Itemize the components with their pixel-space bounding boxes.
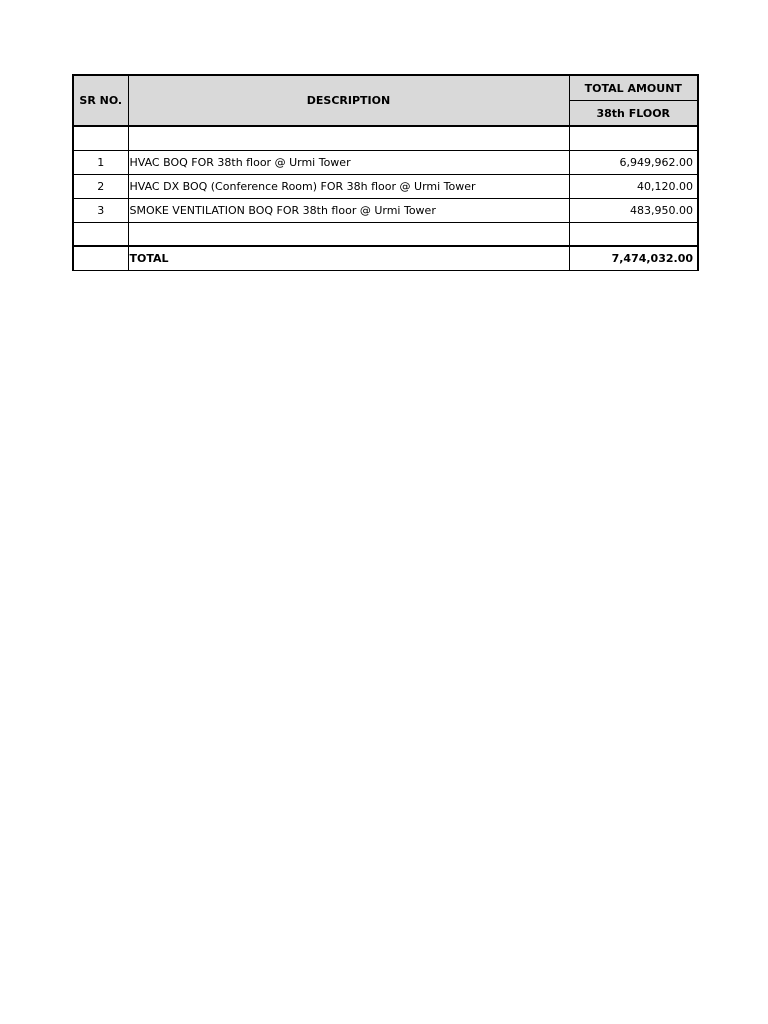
description-header: DESCRIPTION [128, 75, 569, 126]
floor-header: 38th FLOOR [569, 101, 698, 127]
total-amount: 7,474,032.00 [569, 246, 698, 270]
amount-cell [569, 126, 698, 150]
table-body [73, 126, 698, 270]
amount-cell [569, 222, 698, 246]
description-cell: HVAC DX BOQ (Conference Room) FOR 38h floor @ Urmi Tower [128, 174, 569, 198]
table-row [73, 222, 698, 246]
total-amount-header: TOTAL AMOUNT [569, 75, 698, 101]
total-sr-cell [73, 246, 128, 270]
amount-cell: 6,949,962.00 [569, 150, 698, 174]
sr-cell: 2 [73, 174, 128, 198]
sr-cell: 3 [73, 198, 128, 222]
sr-no-header: SR NO. [73, 75, 128, 126]
amount-cell: 40,120.00 [569, 174, 698, 198]
description-cell: SMOKE VENTILATION BOQ FOR 38th floor @ Urmi Tower [128, 198, 569, 222]
total-label: TOTAL [128, 246, 569, 270]
sr-cell [73, 222, 128, 246]
table-row [73, 198, 698, 222]
total-row [73, 246, 698, 270]
sr-cell [73, 126, 128, 150]
table-row [73, 126, 698, 150]
sr-cell: 1 [73, 150, 128, 174]
boq-summary-sheet [72, 74, 699, 271]
amount-cell: 483,950.00 [569, 198, 698, 222]
table-row [73, 150, 698, 174]
boq-summary-table [72, 74, 699, 271]
description-cell: HVAC BOQ FOR 38th floor @ Urmi Tower [128, 150, 569, 174]
description-cell [128, 222, 569, 246]
description-cell [128, 126, 569, 150]
table-row [73, 174, 698, 198]
table-header [73, 75, 698, 126]
